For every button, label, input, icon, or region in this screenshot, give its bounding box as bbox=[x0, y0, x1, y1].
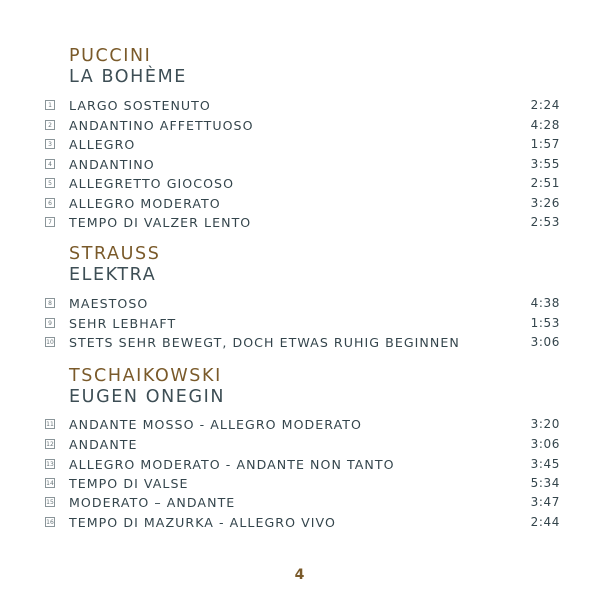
track-title: ANDANTINO AFFETTUOSO bbox=[69, 118, 254, 133]
work-title: ELEKTRA bbox=[69, 265, 157, 285]
track-title: ALLEGRETTO GIOCOSO bbox=[69, 176, 235, 191]
track-number: 14 bbox=[46, 480, 54, 487]
track-title: TEMPO DI VALZER LENTO bbox=[69, 215, 252, 230]
track-title: ANDANTINO bbox=[69, 157, 155, 172]
track-row bbox=[45, 474, 560, 493]
track-duration: 2:44 bbox=[530, 515, 560, 529]
track-number: 10 bbox=[46, 339, 54, 346]
track-row bbox=[45, 435, 560, 454]
track-title: ALLEGRO bbox=[69, 137, 136, 152]
track-number: 7 bbox=[45, 217, 55, 227]
track-number: 12 bbox=[46, 441, 54, 448]
track-title: ANDANTE MOSSO - ALLEGRO MODERATO bbox=[69, 417, 362, 432]
work-title: EUGEN ONEGIN bbox=[69, 387, 226, 407]
track-number: 8 bbox=[45, 298, 55, 308]
track-number: 15 bbox=[46, 499, 54, 506]
track-duration: 2:51 bbox=[530, 176, 560, 190]
track-number: 2 bbox=[45, 120, 55, 130]
track-number: 4 bbox=[45, 159, 55, 169]
track-title: ANDANTE bbox=[69, 437, 138, 452]
track-row bbox=[45, 294, 560, 313]
track-duration: 3:47 bbox=[530, 495, 560, 509]
track-row bbox=[45, 96, 560, 115]
composer-name: PUCCINI bbox=[69, 46, 152, 66]
track-title: TEMPO DI MAZURKA - ALLEGRO VIVO bbox=[69, 515, 336, 530]
page-number: 4 bbox=[294, 567, 305, 583]
composer-name: TSCHAIKOWSKI bbox=[69, 366, 222, 386]
track-duration: 5:34 bbox=[530, 476, 560, 490]
track-number: 3 bbox=[45, 139, 55, 149]
track-row bbox=[45, 135, 560, 154]
track-title: MODERATO – ANDANTE bbox=[69, 495, 236, 510]
track-title: TEMPO DI VALSE bbox=[69, 476, 189, 491]
track-duration: 4:38 bbox=[530, 296, 560, 310]
track-duration: 3:06 bbox=[530, 437, 560, 451]
track-row bbox=[45, 493, 560, 512]
track-number: 5 bbox=[45, 178, 55, 188]
track-row bbox=[45, 116, 560, 135]
track-duration: 2:53 bbox=[530, 215, 560, 229]
track-duration: 3:26 bbox=[530, 196, 560, 210]
track-duration: 3:55 bbox=[530, 157, 560, 171]
track-number: 13 bbox=[46, 461, 54, 468]
track-row bbox=[45, 155, 560, 174]
track-duration: 1:53 bbox=[530, 316, 560, 330]
track-row bbox=[45, 194, 560, 213]
track-title: LARGO SOSTENUTO bbox=[69, 98, 211, 113]
track-row bbox=[45, 213, 560, 232]
track-duration: 1:57 bbox=[530, 137, 560, 151]
track-title: SEHR LEBHAFT bbox=[69, 316, 177, 331]
track-row bbox=[45, 513, 560, 532]
track-duration: 3:45 bbox=[530, 457, 560, 471]
track-duration: 4:28 bbox=[530, 118, 560, 132]
track-number: 11 bbox=[46, 421, 54, 428]
track-row bbox=[45, 415, 560, 434]
track-row bbox=[45, 314, 560, 333]
track-row bbox=[45, 174, 560, 193]
track-duration: 3:06 bbox=[530, 335, 560, 349]
track-row bbox=[45, 455, 560, 474]
track-duration: 3:20 bbox=[530, 417, 560, 431]
track-number: 1 bbox=[45, 100, 55, 110]
track-title: STETS SEHR BEWEGT, DOCH ETWAS RUHIG BEGINNEN bbox=[69, 335, 460, 350]
track-number: 6 bbox=[45, 198, 55, 208]
track-number: 16 bbox=[46, 519, 54, 526]
work-title: LA BOHÈME bbox=[69, 67, 187, 87]
composer-name: STRAUSS bbox=[69, 244, 161, 264]
track-title: MAESTOSO bbox=[69, 296, 149, 311]
track-title: ALLEGRO MODERATO - ANDANTE NON TANTO bbox=[69, 457, 395, 472]
track-number: 9 bbox=[45, 318, 55, 328]
track-duration: 2:24 bbox=[530, 98, 560, 112]
track-title: ALLEGRO MODERATO bbox=[69, 196, 221, 211]
track-row bbox=[45, 333, 560, 352]
